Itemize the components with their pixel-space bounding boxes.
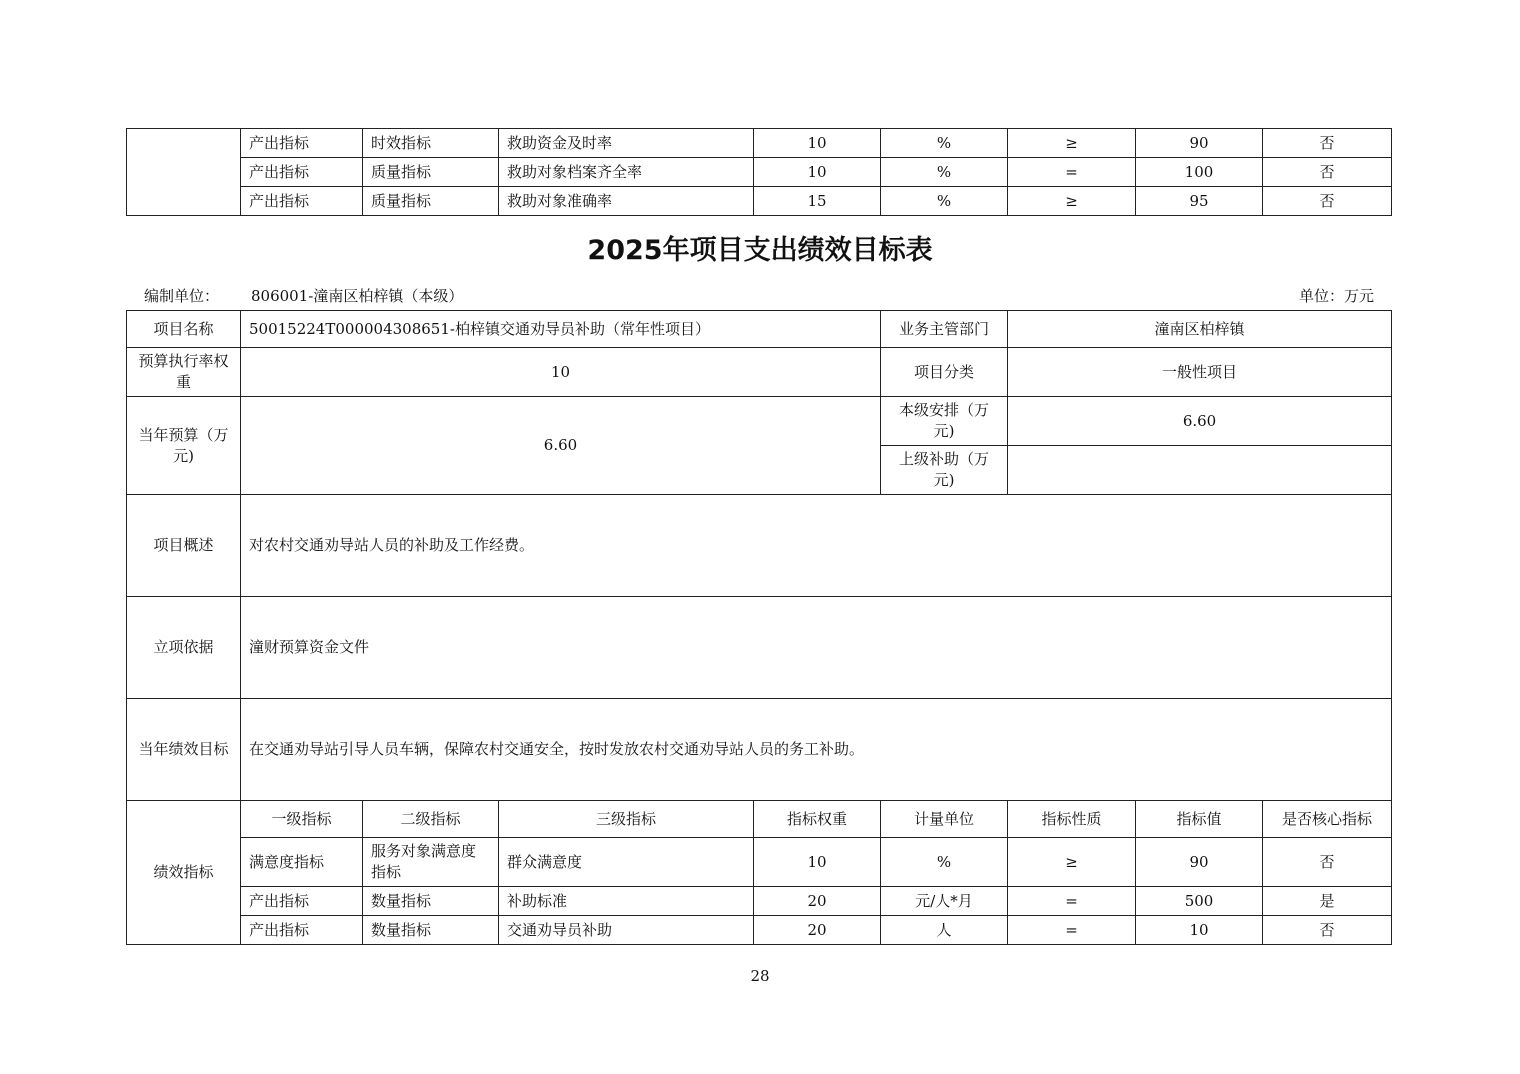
weight-cell: 15 [754, 187, 881, 216]
nature-cell: ≥ [1008, 838, 1136, 887]
weight-cell: 10 [754, 129, 881, 158]
weight-value: 10 [241, 348, 881, 397]
value-cell: 100 [1136, 158, 1263, 187]
header-cell: 一级指标 [241, 801, 363, 838]
level2-cell: 数量指标 [363, 887, 499, 916]
header-cell: 计量单位 [881, 801, 1008, 838]
local-value: 6.60 [1008, 397, 1392, 446]
level3-cell: 救助对象准确率 [499, 187, 754, 216]
table-row [127, 887, 1392, 916]
overview-value: 对农村交通劝导站人员的补助及工作经费。 [241, 495, 1392, 597]
nature-cell: = [1008, 887, 1136, 916]
table-row [127, 699, 1392, 801]
nature-cell: = [1008, 916, 1136, 945]
budget-label: 当年预算（万元) [127, 397, 241, 495]
header-cell: 是否核心指标 [1263, 801, 1392, 838]
basis-value: 潼财预算资金文件 [241, 597, 1392, 699]
currency-label: 单位：万元 [1299, 287, 1375, 305]
core-cell: 否 [1263, 158, 1392, 187]
overview-label: 项目概述 [127, 495, 241, 597]
category-value: 一般性项目 [1008, 348, 1392, 397]
core-cell: 否 [1263, 838, 1392, 887]
header-cell: 指标权重 [754, 801, 881, 838]
nature-cell: ≥ [1008, 129, 1136, 158]
core-cell: 是 [1263, 887, 1392, 916]
level2-cell: 服务对象满意度指标 [363, 838, 499, 887]
level3-cell: 救助资金及时率 [499, 129, 754, 158]
core-cell: 否 [1263, 187, 1392, 216]
value-cell: 95 [1136, 187, 1263, 216]
level2-cell: 质量指标 [363, 158, 499, 187]
value-cell: 10 [1136, 916, 1263, 945]
table-row [127, 838, 1392, 887]
table-row [127, 129, 1392, 158]
basis-label: 立项依据 [127, 597, 241, 699]
level2-cell: 质量指标 [363, 187, 499, 216]
dept-value: 潼南区柏梓镇 [1008, 311, 1392, 348]
header-cell: 三级指标 [499, 801, 754, 838]
level1-cell: 产出指标 [241, 187, 363, 216]
weight-cell: 20 [754, 916, 881, 945]
value-cell: 90 [1136, 129, 1263, 158]
level1-cell: 产出指标 [241, 887, 363, 916]
unit-label: 编制单位： [144, 287, 220, 305]
project-name-value: 50015224T000004308651-柏梓镇交通劝导员补助（常年性项目） [241, 311, 881, 348]
goal-value: 在交通劝导站引导人员车辆，保障农村交通安全，按时发放农村交通劝导站人员的务工补助。 [241, 699, 1392, 801]
level3-cell: 补助标准 [499, 887, 754, 916]
unit-cell: % [881, 838, 1008, 887]
level2-cell: 数量指标 [363, 916, 499, 945]
header-cell: 二级指标 [363, 801, 499, 838]
nature-cell: ≥ [1008, 187, 1136, 216]
level1-cell: 产出指标 [241, 916, 363, 945]
table-row [127, 916, 1392, 945]
table-row [127, 397, 1392, 446]
upper-value [1008, 446, 1392, 495]
table-row [127, 311, 1392, 348]
unit-value: 806001-潼南区柏梓镇（本级） [251, 287, 464, 305]
local-label: 本级安排（万元) [881, 397, 1008, 446]
page-number: 28 [750, 967, 770, 985]
table-row [127, 187, 1392, 216]
dept-label: 业务主管部门 [881, 311, 1008, 348]
level3-cell: 群众满意度 [499, 838, 754, 887]
category-label: 项目分类 [881, 348, 1008, 397]
level1-cell: 产出指标 [241, 158, 363, 187]
level1-cell: 产出指标 [241, 129, 363, 158]
level3-cell: 救助对象档案齐全率 [499, 158, 754, 187]
indicator-header-row [127, 801, 1392, 838]
core-cell: 否 [1263, 916, 1392, 945]
header-cell: 指标性质 [1008, 801, 1136, 838]
weight-label: 预算执行率权重 [127, 348, 241, 397]
budget-value: 6.60 [241, 397, 881, 495]
goal-label: 当年绩效目标 [127, 699, 241, 801]
core-cell: 否 [1263, 129, 1392, 158]
unit-cell: % [881, 187, 1008, 216]
nature-cell: = [1008, 158, 1136, 187]
unit-cell: % [881, 158, 1008, 187]
unit-cell: % [881, 129, 1008, 158]
project-name-label: 项目名称 [127, 311, 241, 348]
continuation-table [126, 128, 1392, 216]
table-row [127, 495, 1392, 597]
weight-cell: 10 [754, 838, 881, 887]
page-title: 2025年项目支出绩效目标表 [587, 235, 933, 266]
blank-cell [127, 129, 241, 216]
table-row [127, 158, 1392, 187]
weight-cell: 10 [754, 158, 881, 187]
table-row [127, 597, 1392, 699]
weight-cell: 20 [754, 887, 881, 916]
upper-label: 上级补助（万元) [881, 446, 1008, 495]
level1-cell: 满意度指标 [241, 838, 363, 887]
value-cell: 90 [1136, 838, 1263, 887]
indicators-label: 绩效指标 [127, 801, 241, 945]
level3-cell: 交通劝导员补助 [499, 916, 754, 945]
level2-cell: 时效指标 [363, 129, 499, 158]
table-row [127, 348, 1392, 397]
performance-table [126, 310, 1392, 945]
unit-cell: 人 [881, 916, 1008, 945]
header-cell: 指标值 [1136, 801, 1263, 838]
value-cell: 500 [1136, 887, 1263, 916]
unit-cell: 元/人*月 [881, 887, 1008, 916]
